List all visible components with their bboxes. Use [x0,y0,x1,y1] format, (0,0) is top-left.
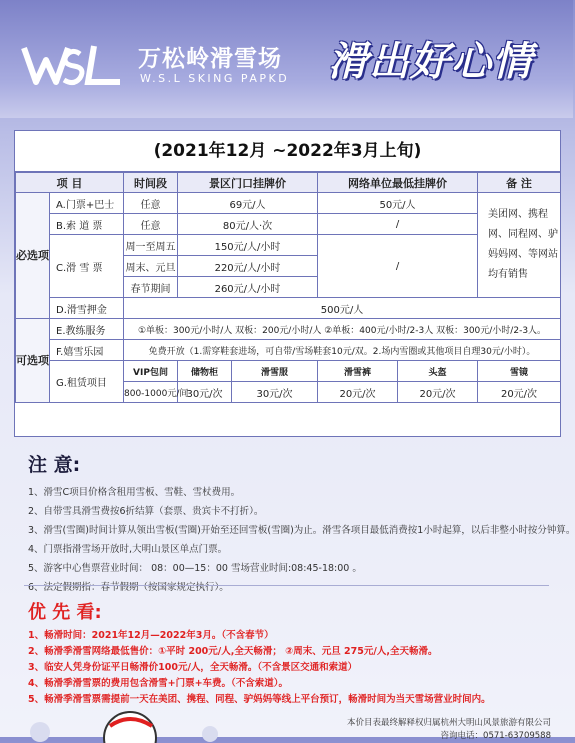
item-e: E.教练服务 [50,319,124,340]
rental-price: 20元/次 [318,382,398,403]
time-c1: 周一至周五 [124,235,178,256]
list-item: 1、滑雪C项目价格含租用雪板、雪鞋、雪杖费用。 [28,487,241,498]
header-gate-price: 景区门口挂牌价 [178,173,318,193]
rental-price: 30元/次 [178,382,232,403]
time-b: 任意 [124,214,178,235]
deposit-value: 500元/人 [124,298,561,319]
notes-title: 注 意: [28,454,81,476]
list-item: 3、滑雪(雪圈)时间计算从领出雪板(雪圈)开始至还回雪板(雪圈)为止。滑雪各项目最低消费按1小时起算，以后非整小时按分钟算。 [28,525,575,536]
promo-title: 优 先 看: [28,602,102,623]
list-item: 2、畅滑季滑雪网络最低售价：①平时 200元/人,全天畅滑； ②周末、元旦 275元/人,全天畅滑。 [28,646,438,657]
notes-list [14,483,575,597]
price-panel [14,130,561,437]
table-header-row [16,173,561,193]
rental-header: VIP包间 [124,361,178,382]
gate-price-c1: 150元/人/小时 [178,235,318,256]
time-c3: 春节期间 [124,277,178,298]
header-remark: 备 注 [478,173,561,193]
item-d: D.滑雪押金 [50,298,124,319]
list-item: 5、游客中心售票营业时间： 08：00—15：00 雪场营业时间:08:45-18:00 。 [28,563,362,574]
rental-header: 储物柜 [178,361,232,382]
gate-price-b: 80元/人·次 [178,214,318,235]
net-price-a: 50元/人 [318,193,478,214]
item-f: F.嬉雪乐园 [50,340,124,361]
table-row [16,340,561,361]
list-item: 5、畅滑季滑雪票需提前一天在美团、携程、同程、驴妈妈等线上平台预订，畅滑时间为当天雪场营业时间内。 [28,694,491,705]
rental-header: 雪镜 [478,361,561,382]
group-required: 必选项 [16,193,50,319]
rental-header: 滑雪服 [232,361,318,382]
table-row [16,193,561,214]
gate-price-c2: 220元/人/小时 [178,256,318,277]
item-a: A.门票+巴士 [50,193,124,214]
list-item: 3、临安人凭身份证平日畅滑价100元/人，全天畅滑。（不含景区交通和索道） [28,662,358,673]
gate-price-c3: 260元/人/小时 [178,277,318,298]
time-a: 任意 [124,193,178,214]
snow-park-info: 免费开放（1.需穿鞋套进场，可自带/雪场鞋套10元/双。2.场内雪圈或其他项目自理30元/小时）。 [124,340,561,361]
item-c: C.滑 雪 票 [50,235,124,298]
list-item: 1、畅滑时间：2021年12月—2022年3月。（不含春节） [28,630,274,641]
net-price-b: / [318,214,478,235]
divider [24,585,549,586]
list-item: 2、自带雪具滑雪费按6折结算（套票、贵宾卡不打折）。 [28,506,264,517]
logo-english-name: W.S.L SKING PAPKD [140,72,290,85]
list-item: 4、畅滑季滑雪票的费用包含滑雪+门票+车费。（不含索道）。 [28,678,289,689]
header-time: 时间段 [124,173,178,193]
list-item: 6、法定假期指：春节假期（按国家规定执行）。 [28,582,229,593]
list-item: 4、门票指滑雪场开放时,大明山景区单点门票。 [28,544,228,555]
table-row [16,319,561,340]
promo-section [14,598,559,708]
header-item: 项 目 [16,173,124,193]
gate-price-a: 69元/人 [178,193,318,214]
logo-chinese-name: 万松岭滑雪场 [138,46,282,72]
header-net-price: 网络单位最低挂牌价 [318,173,478,193]
coach-prices: ①单板：300元/小时/人 双板：200元/小时/人 ②单板：400元/小时/2-3人 双板：300元/小时/2-3人。 [124,319,561,340]
price-table [15,172,561,403]
item-g: G.租赁项目 [50,361,124,403]
table-row [16,361,561,382]
header-banner [0,0,573,118]
item-b: B.索 道 票 [50,214,124,235]
sales-remark: 美团网、携程网、同程网、驴妈妈网、等网站均有销售 [478,193,561,298]
wsl-logo-icon [22,40,130,90]
rental-price: 30元/次 [232,382,318,403]
net-price-c: / [318,235,478,298]
time-c2: 周末、元旦 [124,256,178,277]
footer [347,717,551,743]
rental-price: 800-1000元/间 [124,382,178,403]
rental-price: 20元/次 [478,382,561,403]
promo-list [14,628,559,708]
table-row [16,298,561,319]
footer-disclaimer: 本价目表最终解释权归属杭州大明山风景旅游有限公司 [346,718,551,728]
price-period: (2021年12月 ~2022年3月上旬) [15,131,560,172]
rental-header: 头盔 [398,361,478,382]
rental-header: 滑雪裤 [318,361,398,382]
slogan: 滑出好心情 [328,38,533,85]
notes-section [14,450,575,597]
rental-price: 20元/次 [398,382,478,403]
footer-phone: 咨询电话：0571-63709588 [440,731,551,741]
group-optional: 可选项 [16,319,50,403]
